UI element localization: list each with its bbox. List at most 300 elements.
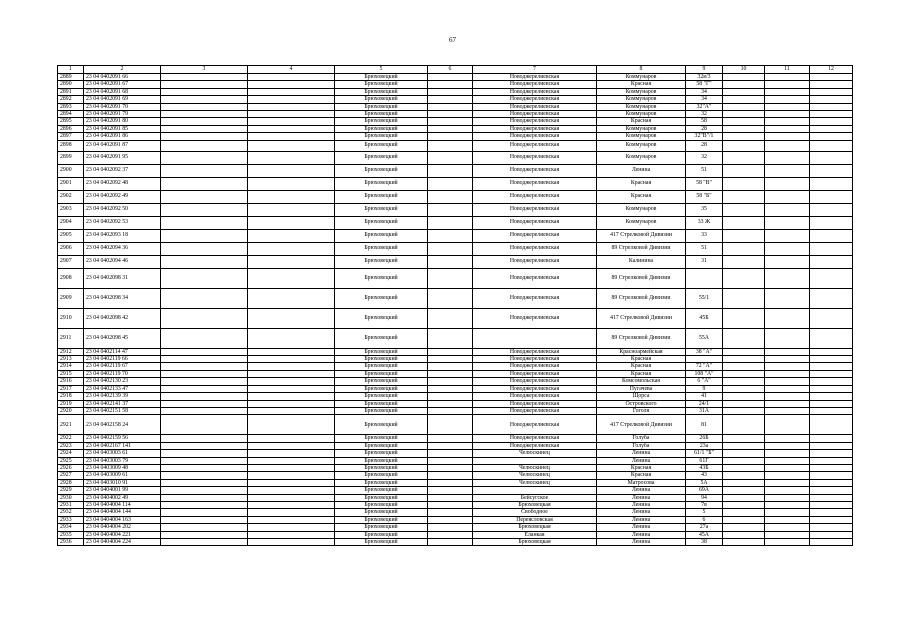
cell-col3: [161, 96, 248, 103]
row-number: 2909: [58, 288, 84, 308]
column-header: 2: [84, 66, 161, 74]
cell-col10: [723, 435, 765, 442]
cell-col11: [765, 378, 810, 385]
cell-col11: [765, 81, 810, 88]
district-cell: Брюховецкий: [335, 407, 428, 414]
table-row: [58, 216, 853, 229]
cell-col11: [765, 96, 810, 103]
cell-col3: [161, 407, 248, 414]
settlement-cell: Переясловская: [473, 516, 597, 523]
cell-col3: [161, 435, 248, 442]
cell-col3: [161, 151, 248, 164]
cell-col11: [765, 464, 810, 471]
cadastral-code: 23 04 0402092 53: [84, 216, 161, 229]
settlement-cell: Новоджерелиевская: [473, 407, 597, 414]
cell-col6: [428, 385, 473, 392]
cell-col12: [810, 516, 853, 523]
settlement-cell: [473, 487, 597, 494]
cell-col10: [723, 74, 765, 81]
house-number-cell: 32: [686, 111, 723, 118]
cell-col3: [161, 400, 248, 407]
street-cell: Красная: [597, 81, 686, 88]
cell-col3: [161, 203, 248, 216]
cell-col12: [810, 151, 853, 164]
cell-col12: [810, 378, 853, 385]
table-row: [58, 539, 853, 546]
cell-col3: [161, 140, 248, 151]
house-number-cell: 61/1 "Б": [686, 450, 723, 457]
cadastral-code: 23 04 0402098 34: [84, 288, 161, 308]
row-number: 2902: [58, 190, 84, 203]
cell-col3: [161, 125, 248, 132]
cell-col4: [248, 81, 335, 88]
table-row: [58, 242, 853, 255]
table-row: [58, 385, 853, 392]
cadastral-code: 23 04 0404001 99: [84, 487, 161, 494]
cell-col4: [248, 435, 335, 442]
cell-col11: [765, 288, 810, 308]
table-row: [58, 363, 853, 370]
column-header: 9: [686, 66, 723, 74]
cell-col4: [248, 348, 335, 355]
cell-col3: [161, 190, 248, 203]
cell-col12: [810, 501, 853, 508]
cadastral-code: 23 04 0404004 144: [84, 509, 161, 516]
cadastral-code: 23 04 0402114 47: [84, 348, 161, 355]
row-number: 2905: [58, 229, 84, 242]
row-number: 2928: [58, 479, 84, 486]
cadastral-code: 23 04 0403010 91: [84, 479, 161, 486]
settlement-cell: Новоджерелиевская: [473, 400, 597, 407]
street-cell: Красная: [597, 177, 686, 190]
district-cell: Брюховецкий: [335, 509, 428, 516]
settlement-cell: Челюскинец: [473, 472, 597, 479]
cell-col11: [765, 164, 810, 177]
settlement-cell: Бейсугское: [473, 494, 597, 501]
cell-col3: [161, 370, 248, 377]
cell-col6: [428, 203, 473, 216]
cell-col11: [765, 177, 810, 190]
cell-col4: [248, 378, 335, 385]
district-cell: Брюховецкий: [335, 242, 428, 255]
cell-col6: [428, 356, 473, 363]
cell-col10: [723, 442, 765, 449]
cell-col6: [428, 88, 473, 95]
cadastral-code: 23 04 0402094 36: [84, 242, 161, 255]
house-number-cell: 32"В"/1: [686, 133, 723, 140]
cell-col4: [248, 363, 335, 370]
cadastral-code: 23 04 0404004 114: [84, 501, 161, 508]
house-number-cell: 28: [686, 140, 723, 151]
street-cell: Ленина: [597, 509, 686, 516]
cell-col4: [248, 450, 335, 457]
settlement-cell: Брюховецкая: [473, 524, 597, 531]
column-header: 8: [597, 66, 686, 74]
cell-col6: [428, 328, 473, 348]
cell-col4: [248, 539, 335, 546]
cell-col4: [248, 524, 335, 531]
table-row: [58, 348, 853, 355]
cell-col4: [248, 494, 335, 501]
settlement-cell: Новоджерелиевская: [473, 242, 597, 255]
cell-col11: [765, 203, 810, 216]
street-cell: Коммунаров: [597, 133, 686, 140]
cell-col12: [810, 393, 853, 400]
cell-col4: [248, 96, 335, 103]
table-row: [58, 501, 853, 508]
cadastral-code: 23 04 0404004 202: [84, 524, 161, 531]
row-number: 2912: [58, 348, 84, 355]
district-cell: Брюховецкий: [335, 524, 428, 531]
cell-col6: [428, 151, 473, 164]
cell-col12: [810, 328, 853, 348]
cell-col3: [161, 464, 248, 471]
cell-col11: [765, 190, 810, 203]
cell-col12: [810, 509, 853, 516]
cell-col3: [161, 268, 248, 288]
district-cell: Брюховецкий: [335, 363, 428, 370]
district-cell: Брюховецкий: [335, 216, 428, 229]
house-number-cell: 34: [686, 88, 723, 95]
row-number: 2892: [58, 96, 84, 103]
cell-col11: [765, 516, 810, 523]
cell-col4: [248, 133, 335, 140]
column-header: 12: [810, 66, 853, 74]
street-cell: Ленина: [597, 494, 686, 501]
house-number-cell: 7в: [686, 501, 723, 508]
district-cell: Брюховецкий: [335, 539, 428, 546]
cell-col11: [765, 524, 810, 531]
cell-col10: [723, 81, 765, 88]
table-row: [58, 288, 853, 308]
cell-col6: [428, 524, 473, 531]
street-cell: Островского: [597, 400, 686, 407]
cell-col10: [723, 385, 765, 392]
cell-col10: [723, 464, 765, 471]
cell-col3: [161, 363, 248, 370]
cell-col4: [248, 268, 335, 288]
table-row: [58, 472, 853, 479]
street-cell: 89 Стрелковой Дивизии: [597, 328, 686, 348]
cell-col10: [723, 96, 765, 103]
district-cell: Брюховецкий: [335, 118, 428, 125]
row-number: 2933: [58, 516, 84, 523]
row-number: 2890: [58, 81, 84, 88]
table-row: [58, 487, 853, 494]
cadastral-code: 23 04 0402091 67: [84, 81, 161, 88]
cell-col10: [723, 516, 765, 523]
row-number: 2894: [58, 111, 84, 118]
street-cell: Коммунаров: [597, 203, 686, 216]
street-cell: Ленина: [597, 450, 686, 457]
house-number-cell: 61Г: [686, 457, 723, 464]
cell-col3: [161, 442, 248, 449]
cell-col6: [428, 435, 473, 442]
house-number-cell: 38 "А": [686, 348, 723, 355]
district-cell: Брюховецкий: [335, 378, 428, 385]
district-cell: Брюховецкий: [335, 203, 428, 216]
house-number-cell: 58 "Г": [686, 81, 723, 88]
settlement-cell: Новоджерелиевская: [473, 393, 597, 400]
house-number-cell: 31А: [686, 407, 723, 414]
table-row: [58, 308, 853, 328]
settlement-cell: Новоджерелиевская: [473, 268, 597, 288]
row-number: 2911: [58, 328, 84, 348]
table-row: [58, 524, 853, 531]
cell-col6: [428, 111, 473, 118]
cell-col10: [723, 268, 765, 288]
house-number-cell: 43: [686, 472, 723, 479]
cell-col12: [810, 118, 853, 125]
settlement-cell: Новоджерелиевская: [473, 88, 597, 95]
cell-col10: [723, 255, 765, 268]
cell-col4: [248, 370, 335, 377]
district-cell: Брюховецкий: [335, 501, 428, 508]
cell-col12: [810, 472, 853, 479]
house-number-cell: 69А: [686, 487, 723, 494]
cell-col11: [765, 268, 810, 288]
street-cell: Коммунаров: [597, 216, 686, 229]
cell-col6: [428, 255, 473, 268]
cell-col11: [765, 133, 810, 140]
cell-col3: [161, 177, 248, 190]
settlement-cell: Новоджерелиевская: [473, 111, 597, 118]
cell-col4: [248, 288, 335, 308]
cell-col6: [428, 487, 473, 494]
cadastral-code: 23 04 0402098 45: [84, 328, 161, 348]
row-number: 2889: [58, 74, 84, 81]
cell-col4: [248, 479, 335, 486]
row-number: 2934: [58, 524, 84, 531]
cell-col6: [428, 509, 473, 516]
settlement-cell: Брюховецкая: [473, 539, 597, 546]
house-number-cell: 108 "А": [686, 370, 723, 377]
house-number-cell: 45А: [686, 531, 723, 538]
cell-col10: [723, 378, 765, 385]
street-cell: Коммунаров: [597, 111, 686, 118]
cell-col6: [428, 74, 473, 81]
settlement-cell: Новоджерелиевская: [473, 164, 597, 177]
cell-col3: [161, 531, 248, 538]
cell-col4: [248, 140, 335, 151]
cadastral-code: 23 04 0403009 61: [84, 472, 161, 479]
table-row: [58, 494, 853, 501]
column-header: 7: [473, 66, 597, 74]
cell-col6: [428, 81, 473, 88]
cell-col4: [248, 88, 335, 95]
table-row: [58, 370, 853, 377]
settlement-cell: Новоджерелиевская: [473, 442, 597, 449]
cadastral-code: 23 04 0404002 49: [84, 494, 161, 501]
cadastral-code: 23 04 0402158 24: [84, 415, 161, 435]
settlement-cell: Новоджерелиевская: [473, 370, 597, 377]
district-cell: Брюховецкий: [335, 393, 428, 400]
cadastral-code: 23 04 0404004 224: [84, 539, 161, 546]
cell-col12: [810, 415, 853, 435]
row-number: 2895: [58, 118, 84, 125]
row-number: 2929: [58, 487, 84, 494]
cell-col6: [428, 539, 473, 546]
cell-col3: [161, 118, 248, 125]
cell-col6: [428, 190, 473, 203]
cell-col4: [248, 111, 335, 118]
cell-col4: [248, 125, 335, 132]
house-number-cell: 43Б: [686, 464, 723, 471]
cell-col6: [428, 407, 473, 414]
cell-col12: [810, 435, 853, 442]
cell-col4: [248, 255, 335, 268]
cadastral-code: 23 04 0402093 18: [84, 229, 161, 242]
district-cell: Брюховецкий: [335, 88, 428, 95]
table-row: [58, 133, 853, 140]
cell-col11: [765, 363, 810, 370]
cell-col12: [810, 164, 853, 177]
cadastral-code: 23 04 0402098 31: [84, 268, 161, 288]
cell-col11: [765, 229, 810, 242]
district-cell: Брюховецкий: [335, 516, 428, 523]
cell-col4: [248, 487, 335, 494]
cell-col4: [248, 400, 335, 407]
cadastral-code: 23 04 0402092 49: [84, 190, 161, 203]
settlement-cell: Новоджерелиевская: [473, 103, 597, 110]
column-header: 10: [723, 66, 765, 74]
cell-col11: [765, 348, 810, 355]
house-number-cell: 58: [686, 118, 723, 125]
district-cell: Брюховецкий: [335, 111, 428, 118]
house-number-cell: 58 "Б": [686, 190, 723, 203]
district-cell: Брюховецкий: [335, 494, 428, 501]
cell-col3: [161, 103, 248, 110]
cell-col3: [161, 457, 248, 464]
row-number: 2899: [58, 151, 84, 164]
table-row: [58, 111, 853, 118]
table-row: [58, 415, 853, 435]
cell-col10: [723, 177, 765, 190]
district-cell: Брюховецкий: [335, 415, 428, 435]
cell-col11: [765, 140, 810, 151]
cadastral-code: 23 04 0402091 70: [84, 103, 161, 110]
table-row: [58, 378, 853, 385]
cadastral-code: 23 04 0402139 39: [84, 393, 161, 400]
cell-col6: [428, 479, 473, 486]
table-row: [58, 88, 853, 95]
cell-col3: [161, 133, 248, 140]
cadastral-code: 23 04 0402119 67: [84, 363, 161, 370]
cell-col4: [248, 442, 335, 449]
cell-col4: [248, 151, 335, 164]
cell-col12: [810, 385, 853, 392]
cell-col6: [428, 516, 473, 523]
table-row: [58, 118, 853, 125]
cell-col3: [161, 328, 248, 348]
house-number-cell: [686, 268, 723, 288]
row-number: 2898: [58, 140, 84, 151]
district-cell: Брюховецкий: [335, 457, 428, 464]
row-number: 2930: [58, 494, 84, 501]
cell-col6: [428, 96, 473, 103]
cell-col11: [765, 88, 810, 95]
cadastral-code: 23 04 0402091 68: [84, 88, 161, 95]
settlement-cell: Еланкая: [473, 531, 597, 538]
street-cell: Красная: [597, 472, 686, 479]
house-number-cell: 35: [686, 203, 723, 216]
house-number-cell: 94: [686, 494, 723, 501]
cell-col11: [765, 385, 810, 392]
cell-col10: [723, 140, 765, 151]
row-number: 2920: [58, 407, 84, 414]
table-row: [58, 151, 853, 164]
district-cell: Брюховецкий: [335, 356, 428, 363]
cell-col10: [723, 393, 765, 400]
cell-col10: [723, 125, 765, 132]
district-cell: Брюховецкий: [335, 81, 428, 88]
cell-col10: [723, 363, 765, 370]
cell-col3: [161, 88, 248, 95]
street-cell: Ленина: [597, 501, 686, 508]
cell-col3: [161, 539, 248, 546]
cell-col10: [723, 328, 765, 348]
district-cell: Брюховецкий: [335, 190, 428, 203]
cadastral-code: 23 04 0402091 86: [84, 133, 161, 140]
row-number: 2915: [58, 370, 84, 377]
cell-col11: [765, 509, 810, 516]
settlement-cell: Новоджерелиевская: [473, 216, 597, 229]
row-number: 2900: [58, 164, 84, 177]
cell-col4: [248, 531, 335, 538]
district-cell: Брюховецкий: [335, 255, 428, 268]
cell-col11: [765, 151, 810, 164]
cell-col11: [765, 450, 810, 457]
cadastral-code: 23 04 0402141 37: [84, 400, 161, 407]
row-number: 2904: [58, 216, 84, 229]
house-number-cell: 31: [686, 255, 723, 268]
cell-col3: [161, 393, 248, 400]
district-cell: Брюховецкий: [335, 400, 428, 407]
row-number: 2906: [58, 242, 84, 255]
cadastral-code: 23 04 0403009 48: [84, 464, 161, 471]
table-row: [58, 125, 853, 132]
house-number-cell: 55А: [686, 328, 723, 348]
street-cell: 89 Стрелковой Дивизии: [597, 268, 686, 288]
house-number-cell: 51: [686, 164, 723, 177]
cell-col11: [765, 356, 810, 363]
street-cell: Ленина: [597, 487, 686, 494]
column-header: 4: [248, 66, 335, 74]
cell-col12: [810, 229, 853, 242]
cell-col10: [723, 118, 765, 125]
cell-col6: [428, 457, 473, 464]
row-number: 2932: [58, 509, 84, 516]
cell-col11: [765, 111, 810, 118]
cell-col12: [810, 400, 853, 407]
street-cell: Ленина: [597, 516, 686, 523]
cell-col11: [765, 415, 810, 435]
cell-col10: [723, 229, 765, 242]
cell-col6: [428, 393, 473, 400]
row-number: 2923: [58, 442, 84, 449]
house-number-cell: 6: [686, 516, 723, 523]
cell-col6: [428, 531, 473, 538]
row-number: 2935: [58, 531, 84, 538]
table-row: [58, 400, 853, 407]
table-row: [58, 435, 853, 442]
cadastral-code: 23 04 0403003 61: [84, 450, 161, 457]
table-body: [58, 74, 853, 546]
cell-col11: [765, 103, 810, 110]
table-row: [58, 190, 853, 203]
street-cell: Красная: [597, 190, 686, 203]
column-header: 11: [765, 66, 810, 74]
